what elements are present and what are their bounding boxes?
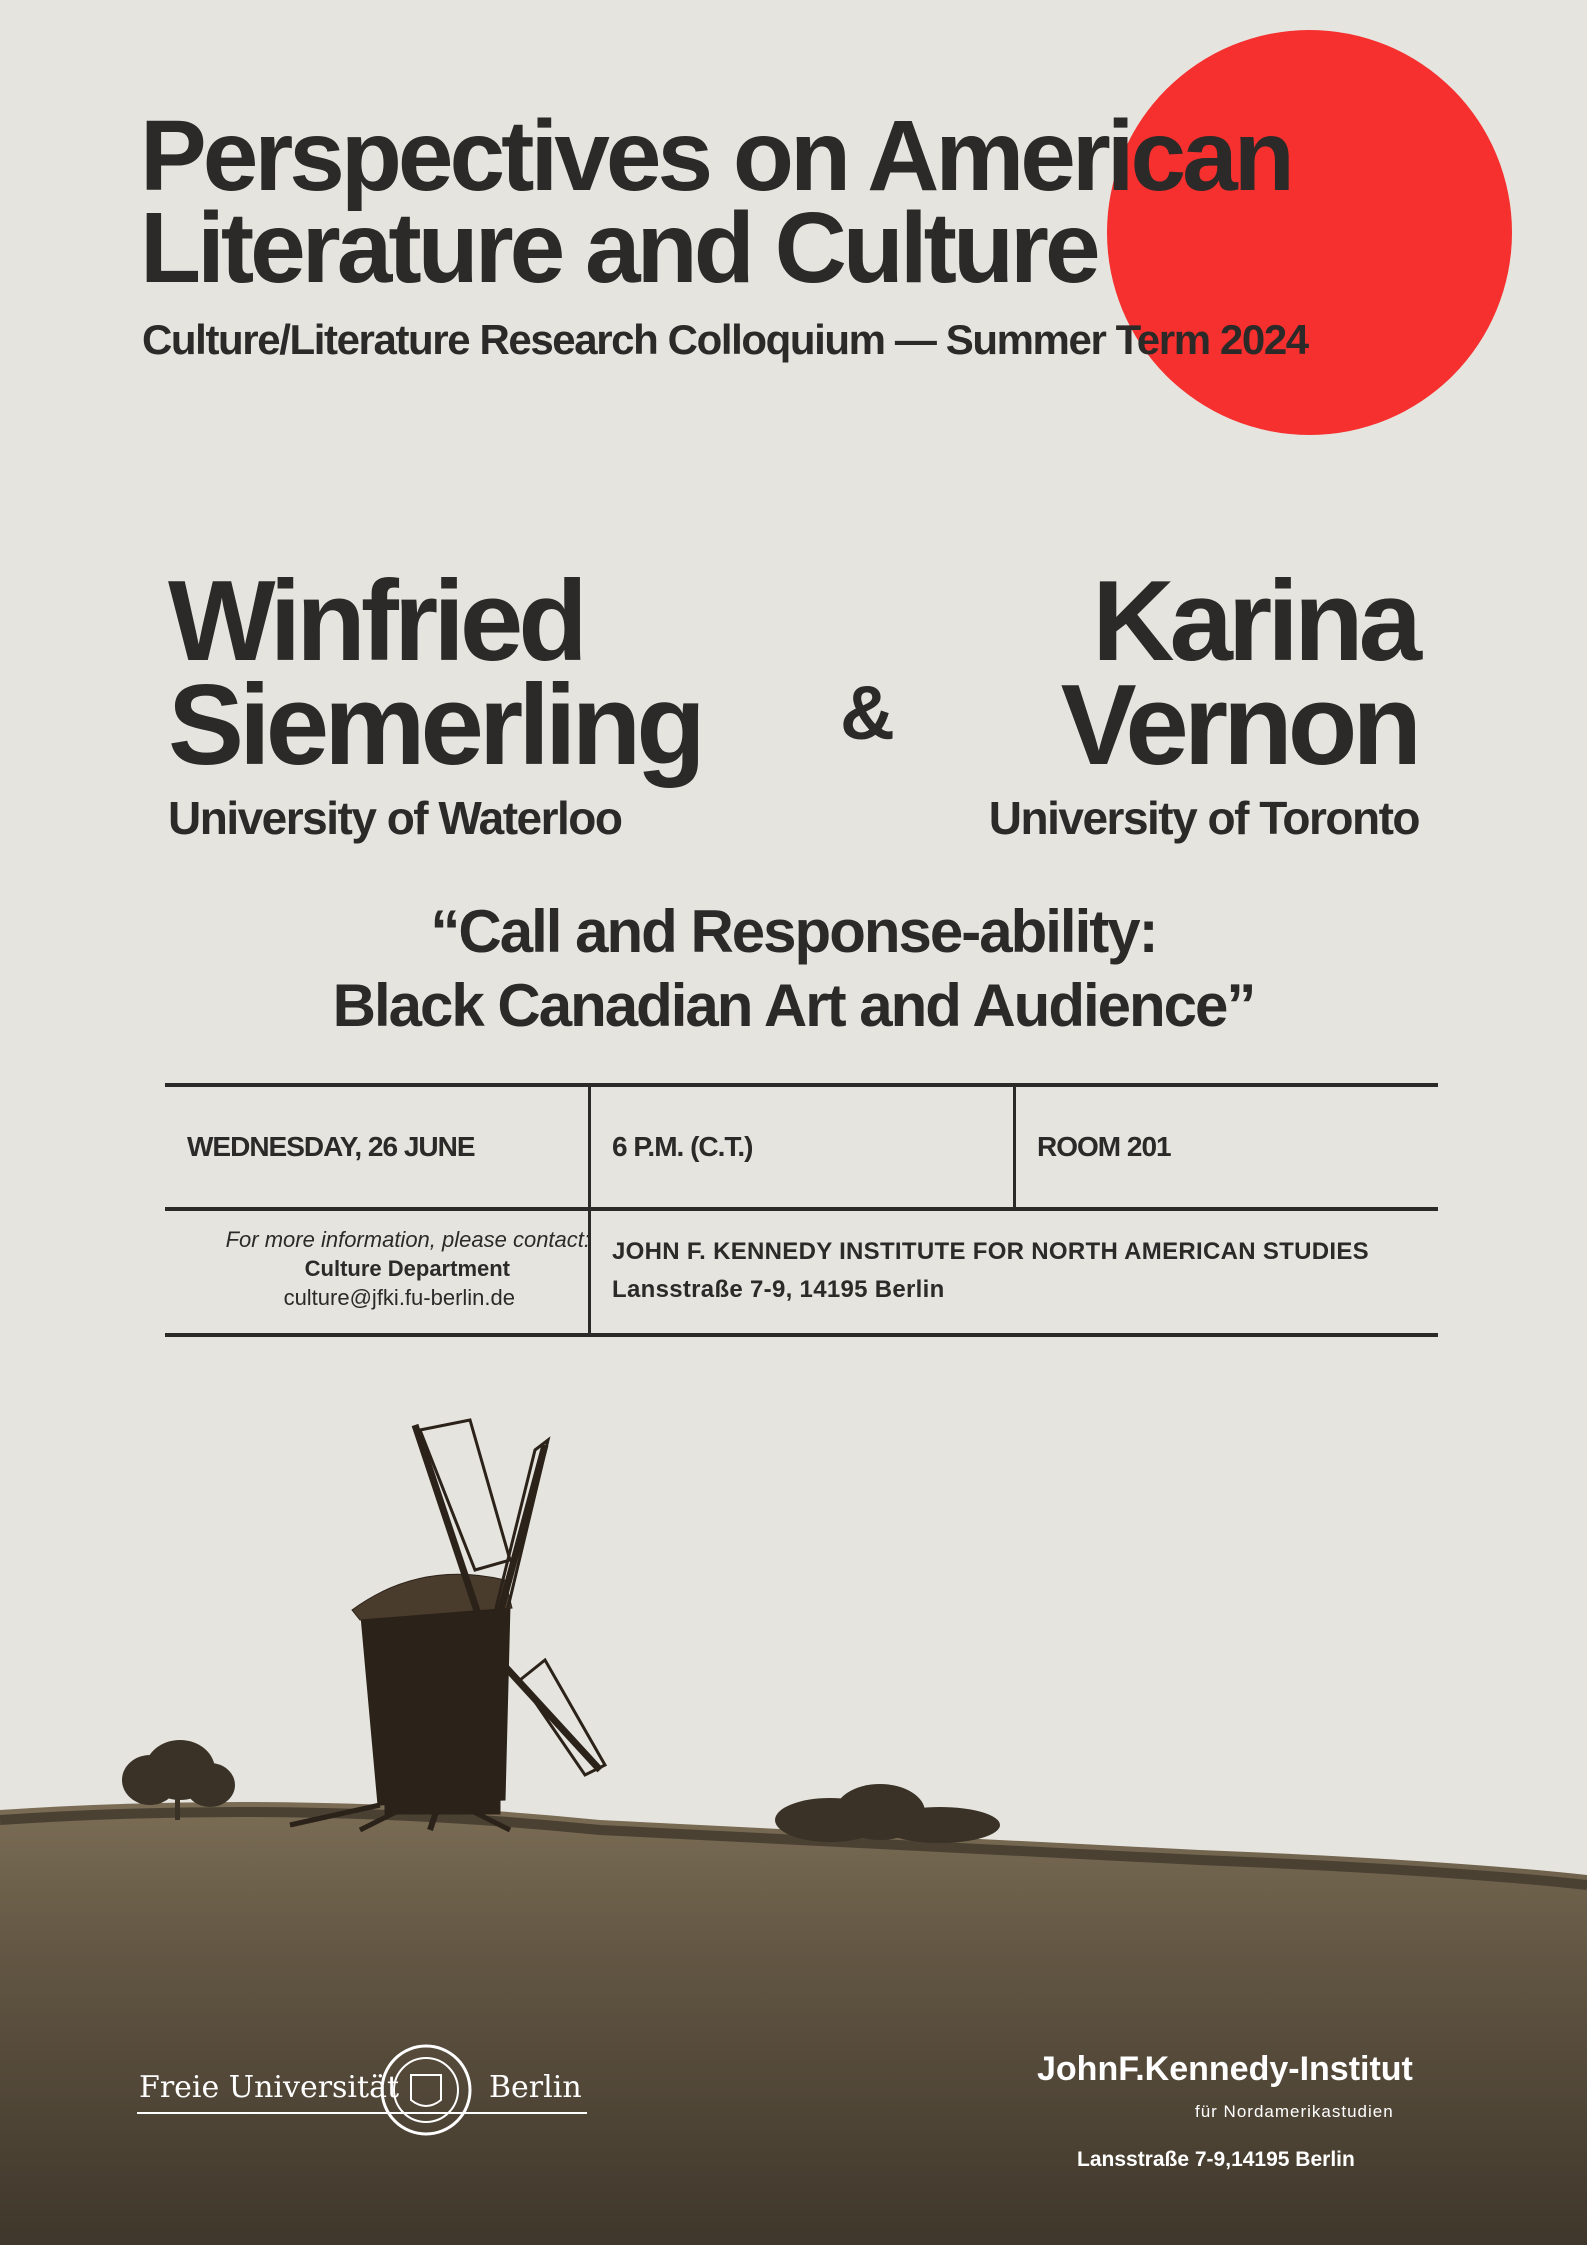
talk-title-line1: “Call and Response-ability: [430, 898, 1157, 965]
speaker-left-last-name: Siemerling [168, 662, 701, 789]
fu-logo-right-text: Berlin [489, 2070, 582, 2105]
contact-department: Culture Department [304, 1256, 510, 1281]
fu-logo-underline [137, 2112, 587, 2114]
speaker-right-last-name: Vernon [1060, 662, 1417, 789]
series-title-line2: Literature and Culture [140, 192, 1097, 304]
ampersand: & [840, 671, 895, 756]
talk-title [0, 895, 1587, 1043]
venue-info [612, 1233, 1369, 1309]
jfk-logo-name: JohnF.Kennedy-Institut [1037, 2050, 1413, 2088]
speaker-right-affiliation: University of Toronto [988, 792, 1419, 844]
fu-logo-left-text: Freie Universität [139, 2070, 400, 2105]
speaker-right-name [1060, 558, 1417, 789]
event-time: 6 P.M. (C.T.) [612, 1131, 753, 1162]
footer-address: Lansstraße 7-9,14195 Berlin [1077, 2148, 1355, 2171]
venue-institute: JOHN F. KENNEDY INSTITUTE FOR NORTH AMERICAN STUDIES [612, 1238, 1369, 1265]
event-date: WEDNESDAY, 26 JUNE [187, 1131, 475, 1162]
jfk-logo-subtitle: für Nordamerikastudien [1195, 2102, 1394, 2121]
contact-info [165, 1225, 590, 1312]
table-rule-bottom [165, 1333, 1438, 1337]
contact-intro: For more information, please contact: [225, 1227, 590, 1252]
speaker-left-first-name: Winfried [168, 558, 583, 685]
speaker-right-first-name: Karina [1092, 558, 1417, 685]
table-rule-middle [165, 1207, 1438, 1211]
talk-title-line2: Black Canadian Art and Audience” [332, 972, 1255, 1039]
freie-universitaet-logo [137, 2040, 587, 2140]
series-subtitle: Culture/Literature Research Colloquium — Summer Term 2024 [142, 316, 1308, 363]
speaker-left-affiliation: University of Waterloo [168, 792, 622, 844]
series-title-line1: Perspectives on American [140, 100, 1291, 212]
table-rule-top [165, 1083, 1438, 1087]
venue-address: Lansstraße 7-9, 14195 Berlin [612, 1276, 945, 1303]
event-room: ROOM 201 [1037, 1131, 1171, 1162]
event-details-table [165, 1083, 1438, 1337]
jfk-institute-logo [1037, 2050, 1427, 2140]
windmill [290, 1420, 605, 1830]
table-divider-2 [1013, 1083, 1016, 1209]
contact-email: culture@jfki.fu-berlin.de [283, 1285, 515, 1310]
speaker-left-name [168, 558, 701, 789]
series-title [140, 100, 1291, 304]
fu-seal-icon [369, 2040, 484, 2140]
